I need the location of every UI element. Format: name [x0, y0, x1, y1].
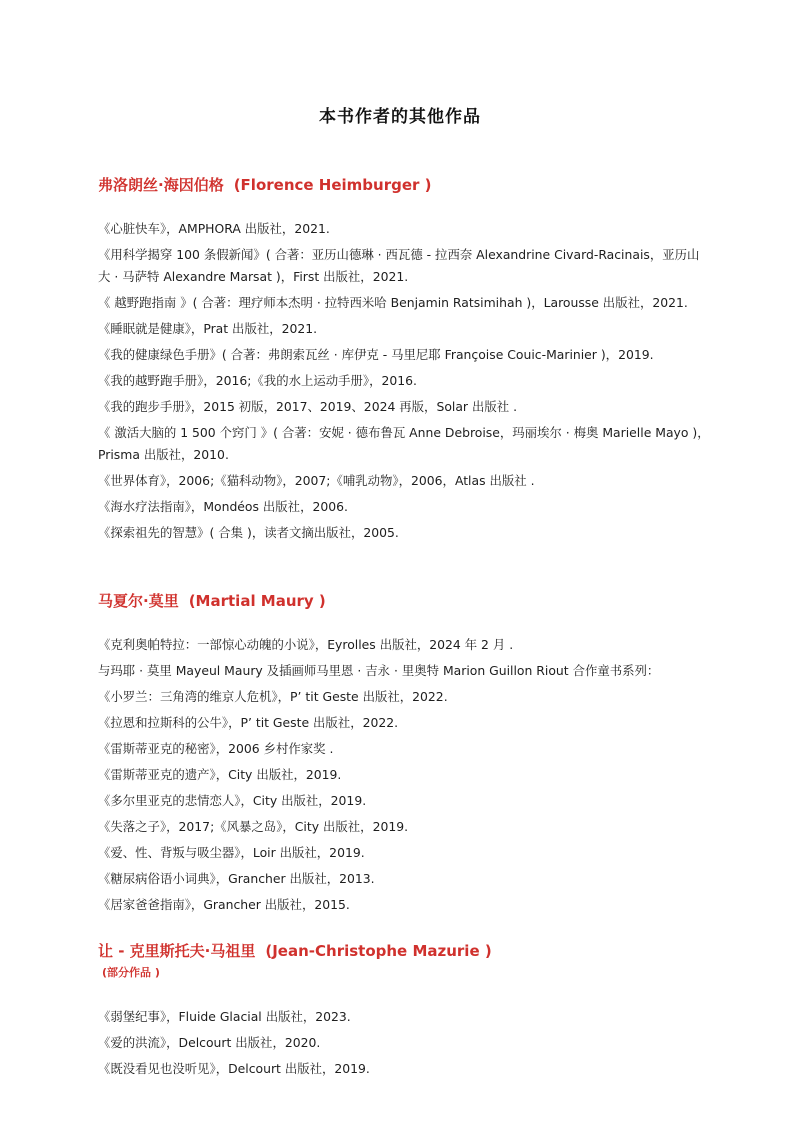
author-heading-mazurie	[98, 940, 492, 961]
author-name-cn: 马夏尔·莫里	[98, 592, 179, 610]
author-name-cn: 弗洛朗丝·海因伯格	[98, 176, 224, 194]
list-item: 《爱、性、背叛与吸尘器》，Loir 出版社，2019.	[98, 845, 365, 860]
list-item: 《小罗兰：三角湾的维京人危机》，P’ tit Geste 出版社，2022.	[98, 689, 448, 704]
list-item: 与玛耶 · 莫里 Mayeul Maury 及插画师马里恩 · 吉永 · 里奥特 Marion Guillon Riout 合作童书系列：	[98, 663, 660, 678]
author-heading-heimburger	[98, 174, 432, 195]
list-item: 《雷斯蒂亚克的秘密》，2006 乡村作家奖 .	[98, 741, 334, 756]
list-item: 《睡眠就是健康》，Prat 出版社，2021.	[98, 321, 318, 336]
page-title: 本书作者的其他作品	[319, 107, 481, 127]
author-name-latin: (Martial Maury )	[188, 592, 326, 610]
list-item: 《多尔里亚克的悲情恋人》，City 出版社，2019.	[98, 793, 367, 808]
list-item: 《世界体育》，2006;《猫科动物》，2007;《哺乳动物》，2006，Atlas 出版社 .	[98, 473, 535, 488]
author-note: (部分作品 )	[102, 966, 160, 979]
works-list-heimburger	[98, 216, 710, 546]
list-item: 《雷斯蒂亚克的遗产》，City 出版社，2019.	[98, 767, 342, 782]
list-item: 《我的跑步手册》，2015 初版，2017、2019、2024 再版，Solar 出版社 .	[98, 399, 518, 414]
list-item: 《我的越野跑手册》，2016;《我的水上运动手册》，2016.	[98, 373, 417, 388]
list-item: 《拉恩和拉斯科的公牛》，P’ tit Geste 出版社，2022.	[98, 715, 399, 730]
author-name-latin: (Jean-Christophe Mazurie )	[265, 942, 492, 960]
list-item: 《用科学揭穿 100 条假新闻》( 合著：亚历山德琳 · 西瓦德 - 拉西奈 Alexandrine Civard-Racinais，亚历山大 · 马萨特 Alexandre Marsat )，First 出版社，2021.	[98, 247, 700, 284]
works-list-mazurie	[98, 1004, 710, 1082]
list-item: 《克利奥帕特拉：一部惊心动魄的小说》，Eyrolles 出版社，2024 年 2 月 .	[98, 637, 514, 652]
list-item: 《爱的洪流》，Delcourt 出版社，2020.	[98, 1035, 321, 1050]
list-item: 《失落之子》，2017;《风暴之岛》，City 出版社，2019.	[98, 819, 409, 834]
list-item: 《 越野跑指南 》( 合著：理疗师本杰明 · 拉特西米哈 Benjamin Ratsimihah )，Larousse 出版社，2021.	[98, 295, 688, 310]
list-item: 《糖尿病俗语小词典》，Grancher 出版社，2013.	[98, 871, 375, 886]
author-name-cn: 让 - 克里斯托夫·马祖里	[98, 942, 256, 960]
author-name-latin: (Florence Heimburger )	[233, 176, 432, 194]
list-item: 《海水疗法指南》，Mondéos 出版社，2006.	[98, 499, 348, 514]
list-item: 《弱堡纪事》，Fluide Glacial 出版社，2023.	[98, 1009, 351, 1024]
list-item: 《我的健康绿色手册》( 合著：弗朗索瓦丝 · 库伊克 - 马里尼耶 Françoise Couic-Marinier )，2019.	[98, 347, 654, 362]
list-item: 《 激活大脑的 1 500 个窍门 》( 合著：安妮 · 德布鲁瓦 Anne Debroise，玛丽埃尔 · 梅奥 Marielle Mayo )，Prisma 出版社，2010.	[98, 425, 710, 462]
list-item: 《心脏快车》，AMPHORA 出版社，2021.	[98, 221, 330, 236]
author-heading-maury	[98, 590, 326, 611]
list-item: 《探索祖先的智慧》( 合集 )，读者文摘出版社，2005.	[98, 525, 399, 540]
list-item: 《既没看见也没听见》，Delcourt 出版社，2019.	[98, 1061, 370, 1076]
list-item: 《居家爸爸指南》，Grancher 出版社，2015.	[98, 897, 350, 912]
works-list-maury	[98, 632, 710, 918]
